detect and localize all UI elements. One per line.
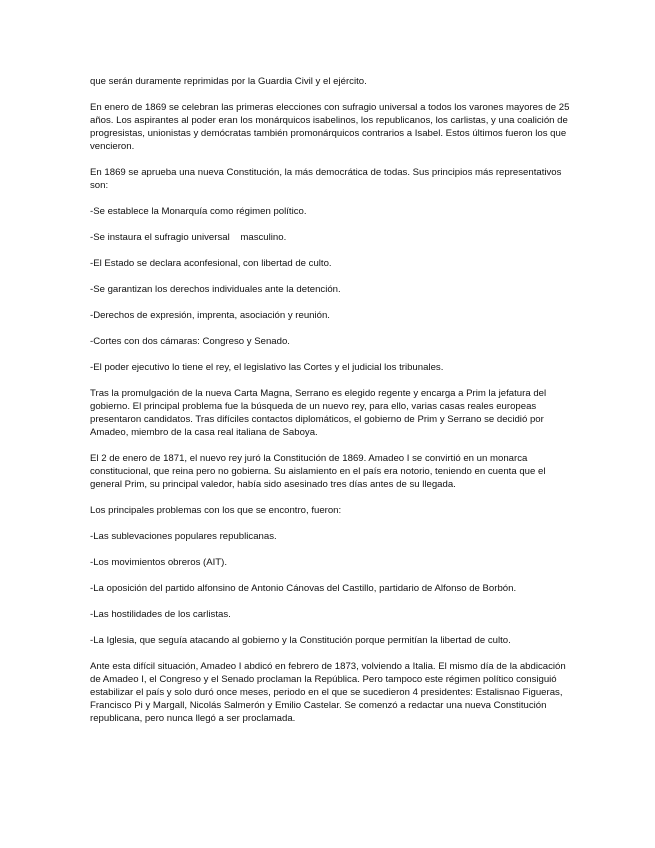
paragraph-constitution-1869: En 1869 se aprueba una nueva Constitución, la más democrática de todas. Sus principios más representativos son: — [90, 167, 562, 191]
list-item-church-opposition: -La Iglesia, que seguía atacando al gobierno y la Constitución porque permitían la libertad de culto. — [90, 635, 511, 646]
list-item-aconfessional: -El Estado se declara aconfesional, con libertad de culto. — [90, 258, 332, 269]
list-item-republican-uprisings: -Las sublevaciones populares republicanas. — [90, 531, 277, 542]
paragraph-amadeo-oath: El 2 de enero de 1871, el nuevo rey juró la Constitución de 1869. Amadeo I se convirtió en un monarca constitucional, que reina pero no gobierna. Su aislamiento en el país era notorio, teniendo en cuenta que el general Prim, su principal valedor, había sido asesinado tres días antes de su llegada. — [90, 453, 546, 490]
list-item-separation-of-powers: -El poder ejecutivo lo tiene el rey, el legislativo las Cortes y el judicial los tribunales. — [90, 362, 444, 373]
paragraph-continuation: que serán duramente reprimidas por la Guardia Civil y el ejército. — [90, 76, 367, 87]
list-item-individual-rights: -Se garantizan los derechos individuales ante la detención. — [90, 284, 341, 295]
list-item-monarchy: -Se establece la Monarquía como régimen político. — [90, 206, 307, 217]
list-item-suffrage: -Se instaura el sufragio universal masculino. — [90, 232, 287, 243]
document-page — [90, 75, 570, 738]
paragraph-abdication-republic: Ante esta difícil situación, Amadeo I abdicó en febrero de 1873, volviendo a Italia. El mismo día de la abdicación de Amadeo I, el Congreso y el Senado proclaman la República. Pero tampoco este régimen político consiguió estabilizar el país y solo duró once meses, periodo en el que se sucedieron 4 presidentes: Estalisnao Figueras, Francisco Pi y Margall, Nicolás Salmerón y Emilio Castelar. Se comenzó a redactar una nueva Constitución republicana, pero nunca llegó a ser proclamada. — [90, 661, 566, 724]
paragraph-elections-1869: En enero de 1869 se celebran las primeras elecciones con sufragio universal a todos los varones mayores de 25 años. Los aspirantes al poder eran los monárquicos isabelinos, los republicanos, los carlistas, y una coalición de progresistas, unionistas y demócratas también promonárquicos contrarios a Isabel. Estos últimos fueron los que vencieron. — [90, 102, 570, 152]
list-item-alfonsine-opposition: -La oposición del partido alfonsino de Antonio Cánovas del Castillo, partidario de Alfonso de Borbón. — [90, 583, 517, 594]
paragraph-problems-intro: Los principales problemas con los que se encontro, fueron: — [90, 505, 342, 516]
list-item-cortes: -Cortes con dos cámaras: Congreso y Senado. — [90, 336, 290, 347]
paragraph-new-king: Tras la promulgación de la nueva Carta Magna, Serrano es elegido regente y encarga a Prim la jefatura del gobierno. El principal problema fue la búsqueda de un nuevo rey, para ello, varias casas reales europeas presentaron candidatos. Tras difíciles contactos diplomáticos, el gobierno de Prim y Serrano se decidió por Amadeo, miembro de la casa real italiana de Saboya. — [90, 388, 547, 438]
list-item-expression-rights: -Derechos de expresión, imprenta, asociación y reunión. — [90, 310, 330, 321]
list-item-workers-movements: -Los movimientos obreros (AIT). — [90, 557, 228, 568]
list-item-carlist-hostilities: -Las hostilidades de los carlistas. — [90, 609, 231, 620]
